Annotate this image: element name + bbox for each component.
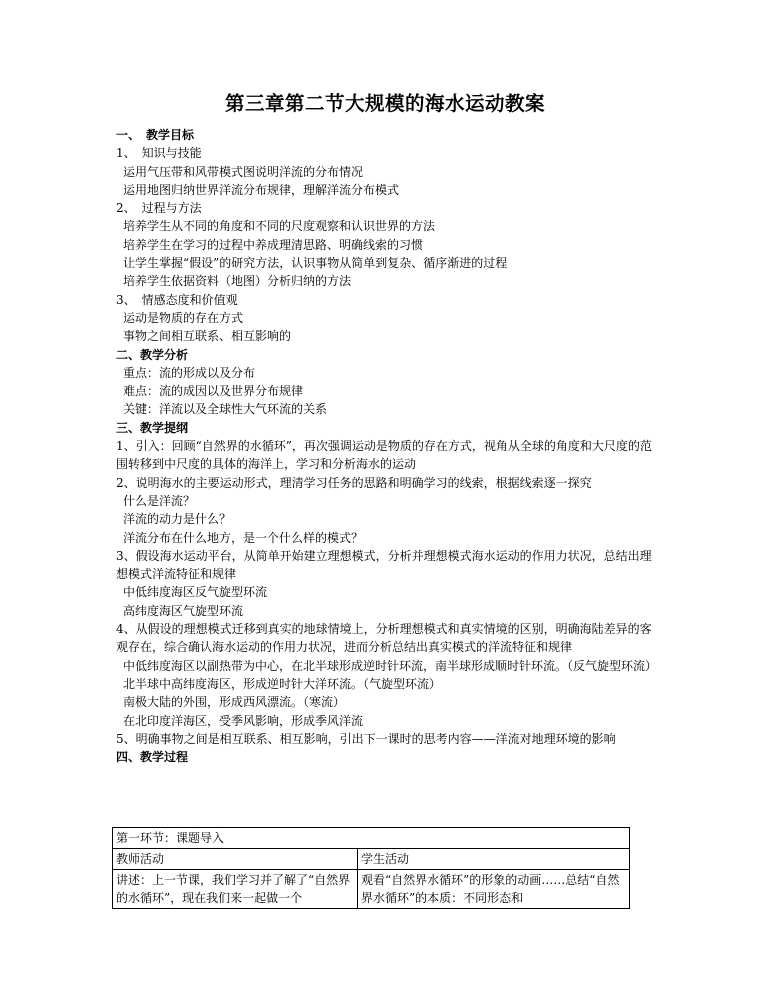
list-item: 关键：洋流以及全球性大气环流的关系 — [123, 402, 328, 417]
subheading-process-method: 2、 过程与方法 — [116, 201, 202, 216]
list-item: 什么是洋流？ — [123, 493, 196, 508]
list-item: 北半球中高纬度海区，形成逆时针大洋环流。（气旋型环流） — [123, 676, 442, 691]
list-item: 培养学生从不同的角度和不同的尺度观察和认识世界的方法 — [123, 219, 436, 234]
outline-paragraph-5: 5、明确事物之间是相互联系、相互影响，引出下一课时的思考内容——洋流对地理环境的影响 — [116, 731, 616, 746]
teaching-process-table — [112, 827, 630, 909]
list-item: 事物之间相互联系、相互影响的 — [123, 329, 292, 344]
subheading-attitude: 3、 情感态度和价值观 — [116, 292, 238, 307]
table-header-teacher: 教师活动 — [113, 849, 358, 870]
section-heading-analysis: 二、教学分析 — [116, 347, 189, 362]
subheading-knowledge: 1、 知识与技能 — [116, 146, 202, 161]
list-item: 高纬度海区气旋型环流 — [123, 603, 244, 618]
list-item: 培养学生依据资料（地图）分析归纳的方法 — [123, 274, 352, 289]
outline-paragraph-3: 3、假设海水运动平台，从简单开始建立理想模式，分析并理想模式海水运动的作用力状况，总结出理想模式洋流特征和规律 — [116, 548, 652, 582]
section-heading-process: 四、教学过程 — [116, 750, 189, 765]
section-heading-goals: 一、 教学目标 — [116, 128, 195, 142]
table-cell-teacher-activity: 讲述：上一节课，我们学习并了解了“自然界的水循环”，现在我们来一起做一个 — [113, 870, 358, 909]
list-item: 运用气压带和风带模式图说明洋流的分布情况 — [123, 164, 364, 179]
list-item: 运动是物质的存在方式 — [123, 310, 244, 325]
outline-paragraph-4: 4、从假设的理想模式迁移到真实的地球情境上，分析理想模式和真实情境的区别，明确海陆差异的客观存在，综合确认海水运动的作用力状况，进而分析总结出真实模式的洋流特征和规律 — [116, 622, 652, 655]
list-item: 南极大陆的外围，形成西风漂流。（寒流） — [123, 695, 346, 710]
list-item: 难点：流的成因以及世界分布规律 — [123, 384, 304, 399]
outline-paragraph-2: 2、说明海水的主要运动形式，理清学习任务的思路和明确学习的线索，根据线索逐一探究 — [116, 475, 592, 490]
list-item: 让学生掌握“假设”的研究方法，认识事物从简单到复杂、循序渐进的过程 — [123, 256, 508, 271]
list-item: 在北印度洋海区，受季风影响，形成季风洋流 — [123, 713, 364, 728]
table-cell-student-activity: 观看“自然界水循环”的形象的动画……总结“自然界水循环”的本质：不同形态和 — [358, 870, 630, 909]
section-heading-outline: 三、教学提纲 — [116, 420, 189, 435]
table-stage-cell: 第一环节：课题导入 — [113, 828, 630, 849]
list-item: 运用地图归纳世界洋流分布规律，理解洋流分布模式 — [123, 182, 400, 197]
table-row — [113, 828, 630, 849]
outline-paragraph-1: 1、引入：回顾“自然界的水循环”，再次强调运动是物质的存在方式，视角从全球的角度和大尺度的范围转移到中尺度的具体的海洋上，学习和分析海水的运动 — [116, 439, 652, 472]
list-item: 培养学生在学习的过程中养成理清思路、明确线索的习惯 — [123, 237, 424, 252]
table-header-student: 学生活动 — [358, 849, 630, 870]
list-item: 洋流的动力是什么？ — [123, 512, 232, 527]
list-item: 洋流分布在什么地方，是一个什么样的模式？ — [123, 530, 364, 545]
table-row — [113, 870, 630, 909]
list-item: 中低纬度海区反气旋型环流 — [123, 585, 268, 600]
table-row — [113, 849, 630, 870]
document-body — [116, 126, 656, 766]
list-item: 重点：流的形成以及分布 — [123, 365, 256, 380]
document-title: 第三章第二节大规模的海水运动教案 — [224, 92, 545, 115]
list-item: 中低纬度海区以副热带为中心，在北半球形成逆时针环流，南半球形成顺时针环流。（反气旋型环流） — [123, 658, 658, 673]
